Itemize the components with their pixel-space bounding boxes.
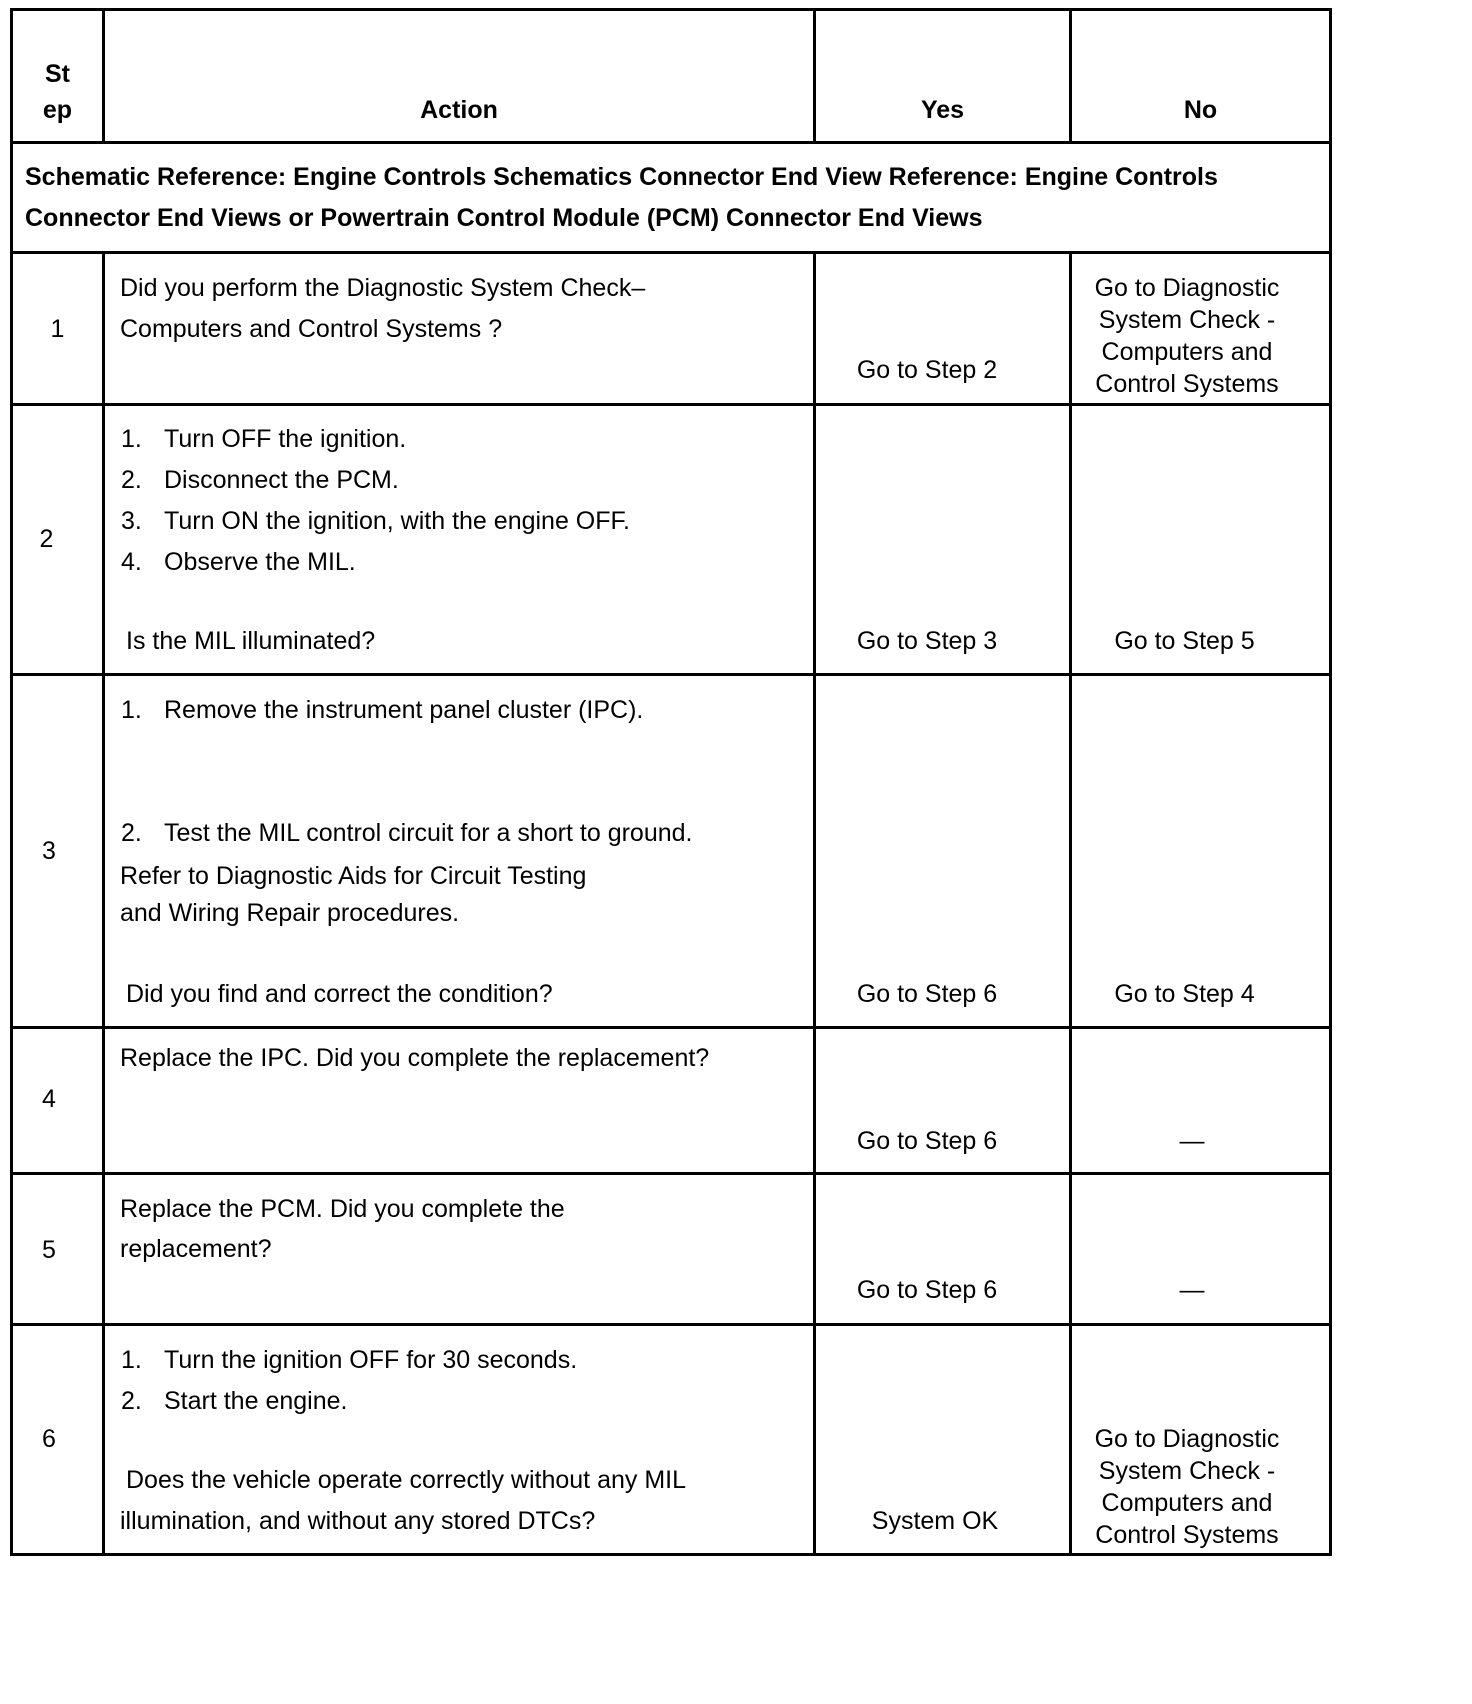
item-number: 3. <box>121 507 142 535</box>
border-row4-bottom <box>10 1172 1332 1175</box>
no-result: — <box>1179 1276 1205 1304</box>
divider-yes-no-head <box>1069 8 1072 144</box>
yes-result: System OK <box>871 1507 999 1535</box>
question-text: Is the MIL illuminated? <box>126 627 376 655</box>
no-result: Go to Step 4 <box>1114 980 1255 1008</box>
item-number: 2. <box>121 466 142 494</box>
border-row2-bottom <box>10 673 1332 676</box>
item-text: Test the MIL control circuit for a short to ground. <box>164 819 693 847</box>
divider-action-yes-head <box>813 8 816 144</box>
border-header-bottom <box>10 141 1332 144</box>
border-left <box>10 8 13 1556</box>
item-number: 1. <box>121 696 142 724</box>
no-line: System Check - <box>1098 1457 1276 1485</box>
header-step-line1: St <box>45 60 70 88</box>
no-line: Control Systems <box>1095 370 1279 398</box>
reference-line2: Connector End Views or Powertrain Control Module (PCM) Connector End Views <box>25 204 983 232</box>
question-text: illumination, and without any stored DTCs? <box>120 1507 596 1535</box>
yes-result: Go to Step 6 <box>856 1276 998 1304</box>
item-text: Disconnect the PCM. <box>164 466 399 494</box>
yes-result: Go to Step 6 <box>856 1127 998 1155</box>
border-row1-bottom <box>10 403 1332 406</box>
no-result: — <box>1179 1127 1205 1155</box>
item-text: Remove the instrument panel cluster (IPC). <box>164 696 644 724</box>
border-top <box>10 8 1332 11</box>
border-right <box>1329 8 1332 1556</box>
header-no: No <box>1183 96 1218 124</box>
header-step-line2: ep <box>42 96 73 124</box>
no-line: Go to Diagnostic <box>1094 1425 1280 1453</box>
border-bottom <box>10 1553 1332 1556</box>
divider-action-yes <box>813 251 816 1556</box>
step-number: 4 <box>42 1085 56 1113</box>
question-text: Does the vehicle operate correctly without any MIL <box>126 1466 686 1494</box>
note-text: Refer to Diagnostic Aids for Circuit Testing <box>120 862 587 890</box>
no-line: Computers and <box>1101 1489 1273 1517</box>
item-text: Observe the MIL. <box>164 548 356 576</box>
header-yes: Yes <box>920 96 965 124</box>
border-reference-bottom <box>10 251 1332 254</box>
divider-yes-no <box>1069 251 1072 1556</box>
header-step <box>13 62 102 123</box>
action-text: Replace the PCM. Did you complete the <box>120 1195 565 1223</box>
item-number: 2. <box>121 1387 142 1415</box>
yes-result: Go to Step 6 <box>856 980 998 1008</box>
step-number: 1 <box>50 315 65 343</box>
border-row5-bottom <box>10 1323 1332 1326</box>
item-text: Turn ON the ignition, with the engine OFF. <box>164 507 630 535</box>
step-number: 2 <box>39 525 54 553</box>
reference-line1: Schematic Reference: Engine Controls Schematics Connector End View Reference: Engine Controls <box>25 163 1218 191</box>
step-number: 5 <box>42 1236 56 1264</box>
item-number: 1. <box>121 425 142 453</box>
no-result <box>1072 276 1302 400</box>
no-result: Go to Step 5 <box>1114 627 1255 655</box>
border-row3-bottom <box>10 1026 1332 1029</box>
action-text: Replace the IPC. Did you complete the replacement? <box>120 1044 710 1072</box>
action-text: Computers and Control Systems ? <box>120 315 503 343</box>
no-result <box>1072 1427 1302 1551</box>
no-line: System Check - <box>1098 306 1276 334</box>
yes-result: Go to Step 2 <box>856 356 998 384</box>
item-number: 1. <box>121 1346 142 1374</box>
item-text: Turn OFF the ignition. <box>164 425 407 453</box>
item-text: Turn the ignition OFF for 30 seconds. <box>164 1346 578 1374</box>
step-number: 6 <box>42 1425 56 1453</box>
action-text: Did you perform the Diagnostic System Check– <box>120 274 646 302</box>
yes-result: Go to Step 3 <box>856 627 998 655</box>
item-number: 4. <box>121 548 142 576</box>
divider-step-action <box>102 251 105 1556</box>
question-text: Did you find and correct the condition? <box>126 980 553 1008</box>
header-action: Action <box>420 96 498 124</box>
action-text: replacement? <box>120 1235 272 1263</box>
no-line: Computers and <box>1101 338 1273 366</box>
note-text: and Wiring Repair procedures. <box>120 899 460 927</box>
divider-step-action-head <box>102 8 105 144</box>
no-line: Control Systems <box>1095 1521 1279 1549</box>
item-text: Start the engine. <box>164 1387 348 1415</box>
step-number: 3 <box>42 837 56 865</box>
item-number: 2. <box>121 819 142 847</box>
no-line: Go to Diagnostic <box>1094 274 1280 302</box>
